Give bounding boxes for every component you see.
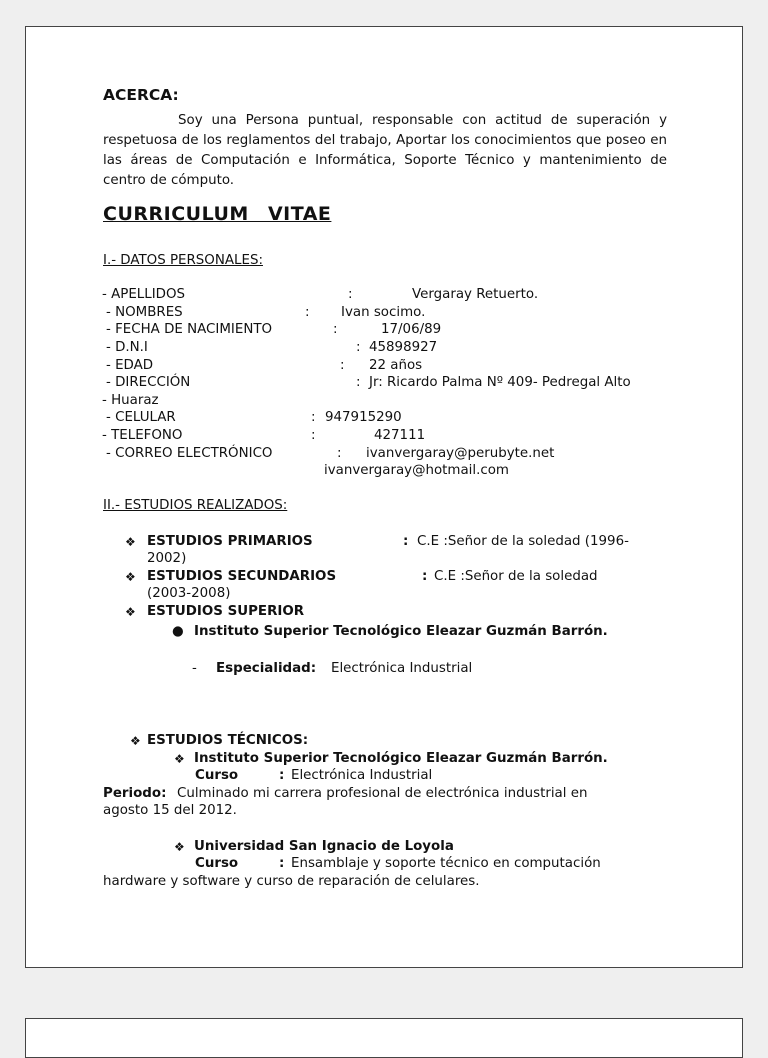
period-line1: Culminado mi carrera profesional de electrónica industrial en — [177, 786, 588, 801]
primary-label: ESTUDIOS PRIMARIOS — [147, 534, 313, 549]
field-label: - TELEFONO — [102, 428, 183, 443]
field-value: 427111 — [374, 428, 426, 443]
tech-entry1-name: Instituto Superior Tecnológico Eleazar Guzmán Barrón. — [194, 751, 608, 766]
field-value: 22 años — [369, 358, 423, 373]
field-value: 947915290 — [325, 410, 402, 425]
about-text: Soy una Persona puntual, responsable con actitud de superación y respetuosa de los reglamentos del trabajo, Aportar los conocimientos que poseo en las áreas de Computación e Informática, Soporte Técnico y mantenimiento de centro de cómputo. — [103, 113, 667, 188]
field-separator: : — [356, 375, 361, 390]
about-heading: ACERCA: — [103, 86, 179, 104]
field-separator: : — [311, 410, 316, 425]
field-label: - EDAD — [106, 358, 154, 373]
studies-heading: II.- ESTUDIOS REALIZADOS: — [103, 498, 288, 513]
field-separator: : — [333, 322, 338, 337]
cv-title: CURRICULUM VITAE — [103, 203, 332, 225]
field-separator: : — [422, 569, 428, 584]
specialty-label: Especialidad: — [216, 661, 317, 676]
field-separator: : — [305, 305, 310, 320]
specialty-value: Electrónica Industrial — [331, 661, 473, 676]
personal-heading: I.- DATOS PERSONALES: — [103, 253, 263, 268]
technical-heading: ESTUDIOS TÉCNICOS: — [147, 733, 309, 748]
dash-bullet: - — [192, 661, 197, 676]
field-separator: : — [279, 768, 285, 783]
field-separator: : — [403, 534, 409, 549]
institute-name: Instituto Superior Tecnológico Eleazar Guzmán Barrón. — [194, 624, 608, 639]
secondary-label: ESTUDIOS SECUNDARIOS — [147, 569, 337, 584]
field-separator: : — [340, 358, 345, 373]
diamond-bullet-icon: ❖ — [174, 752, 185, 766]
field-label: - CORREO ELECTRÓNICO — [106, 446, 273, 461]
diamond-bullet-icon: ❖ — [125, 605, 136, 619]
field-separator: : — [348, 287, 353, 302]
field-separator: : — [356, 340, 361, 355]
round-bullet-icon: ● — [172, 624, 184, 639]
tech-entry1-course-label: Curso — [195, 768, 239, 783]
period-line2: agosto 15 del 2012. — [103, 803, 237, 818]
tech-entry2-course-label: Curso — [195, 856, 239, 871]
superior-label: ESTUDIOS SUPERIOR — [147, 604, 305, 619]
secondary-value: C.E :Señor de la soledad — [434, 569, 598, 584]
document-page — [25, 26, 743, 968]
diamond-bullet-icon: ❖ — [125, 570, 136, 584]
field-separator: : — [337, 446, 342, 461]
field-value: 17/06/89 — [381, 322, 442, 337]
period-label: Periodo: — [103, 786, 167, 801]
field-value: Vergaray Retuerto. — [412, 287, 539, 302]
next-document-page — [25, 1018, 743, 1058]
field-separator: : — [279, 856, 285, 871]
tech-entry2-course-line1: Ensamblaje y soporte técnico en computación — [291, 856, 601, 871]
tech-entry1-course-value: Electrónica Industrial — [291, 768, 433, 783]
tech-entry2-name: Universidad San Ignacio de Loyola — [194, 839, 454, 854]
field-label: - D.N.I — [106, 340, 148, 355]
primary-value: C.E :Señor de la soledad (1996- — [417, 534, 629, 549]
field-label: - FECHA DE NACIMIENTO — [106, 322, 273, 337]
about-paragraph — [103, 111, 667, 191]
field-label: - NOMBRES — [106, 305, 183, 320]
field-label: - Huaraz — [102, 393, 159, 408]
diamond-bullet-icon: ❖ — [130, 734, 141, 748]
field-label: - CELULAR — [106, 410, 176, 425]
field-value: Jr: Ricardo Palma Nº 409- Pedregal Alto — [369, 375, 631, 390]
field-label: - DIRECCIÓN — [106, 375, 191, 390]
field-value: ivanvergaray@hotmail.com — [324, 463, 509, 478]
field-value: ivanvergaray@perubyte.net — [366, 446, 555, 461]
tech-entry2-course-line2: hardware y software y curso de reparación de celulares. — [103, 874, 480, 889]
field-separator: : — [311, 428, 316, 443]
diamond-bullet-icon: ❖ — [125, 535, 136, 549]
primary-value-cont: 2002) — [147, 551, 187, 566]
secondary-value-cont: (2003-2008) — [147, 586, 231, 601]
field-value: Ivan socimo. — [341, 305, 426, 320]
field-value: 45898927 — [369, 340, 438, 355]
field-label: - APELLIDOS — [102, 287, 186, 302]
diamond-bullet-icon: ❖ — [174, 840, 185, 854]
